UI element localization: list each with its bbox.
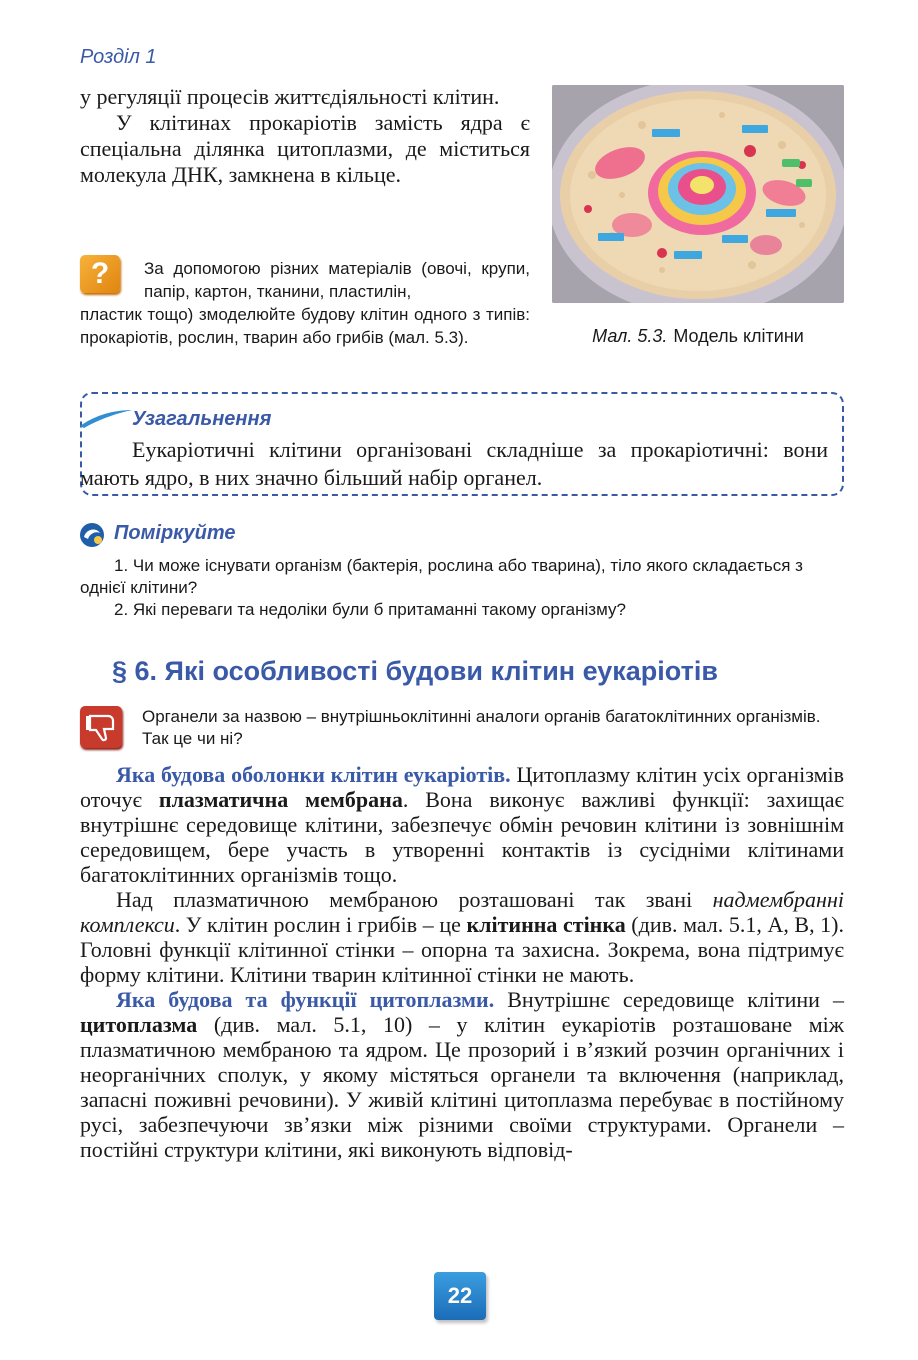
text-span: Цитоплазму клітин усіх організмів оточує <box>80 762 844 812</box>
text-span: Над плазматичною мембраною розташовані так звані <box>116 887 713 912</box>
think-questions <box>80 555 844 621</box>
task-rest: пластик тощо) змоделюйте будову клітин одного з типів: прокаріотів, рослин, тварин або грибів (мал. 5.3). <box>80 305 530 347</box>
intro-paragraph: у регуляції процесів життєдіяльності клітин. <box>80 84 500 109</box>
figure-caption-text: Модель клітини <box>673 326 804 346</box>
term-italic: надмембранні комплекси <box>80 887 844 937</box>
term: плазматична мембрана <box>158 787 403 812</box>
page-number <box>434 1272 486 1320</box>
task-text <box>80 257 530 349</box>
swoosh-icon <box>78 406 134 428</box>
brain-icon <box>78 521 106 549</box>
figure-caption <box>552 326 844 347</box>
intro-paragraph: У клітинах прокаріотів замість ядра є спеціальна ділянка цитоплазми, де міститься молекула ДНК, замкнена в кільце. <box>80 110 530 187</box>
summary-text <box>80 436 828 492</box>
text-span: Внутрішнє середовище клітини – <box>494 987 844 1012</box>
myth-text: Органели за назвою – внутрішньоклітинні аналоги органів багатоклітинних організмів. Так це чи ні? <box>142 707 821 748</box>
text-span: . У клітин рослин і грибів – це <box>174 912 467 937</box>
think-question: 2. Які переваги та недоліки були б притаманні такому організму? <box>114 600 626 619</box>
term: клітинна стінка <box>466 912 626 937</box>
figure-number: Мал. 5.3. <box>592 326 668 346</box>
page-number-text: 22 <box>447 1283 473 1308</box>
body-text <box>80 762 844 1162</box>
thumbs-down-icon <box>80 706 122 748</box>
section-title: § 6. Які особливості будови клітин еукаріотів <box>112 656 718 686</box>
think-question: 1. Чи може існувати організм (бактерія, рослина або тварина), тіло якого складається з однієї клітини? <box>80 556 803 597</box>
cell-model-photo <box>552 85 844 303</box>
question-heading: Яка будова та функції цитоплазми. <box>116 987 495 1012</box>
text-span: . Вона виконує важливі функції: захищає внутрішнє середовище клітини, забезпечує обмін речовин клітини із зовнішнім середовищем, бере участь в утворенні контактів із сусідніми клітинами багатоклітинних організмів тощо. <box>80 787 844 887</box>
chapter-label: Розділ 1 <box>80 46 157 68</box>
think-title: Поміркуйте <box>114 522 236 544</box>
term: цитоплазма <box>80 1012 198 1037</box>
text-span: (див. мал. 5.1, 10) – у клітин еукаріотів розташоване між плазматичною мембраною та ядром. Це прозорий і в’язкий розчин органічних і неорганічних сполук, у якому містяться органели та включення (наприклад, запасні поживні речовини). У живій клітині цитоплазма перебуває в постійному русі, забезпечуючи зв’язки між різними своїми структурами. Органели – постійні структури клітини, які виконують відповід- <box>80 1012 844 1162</box>
task-first-line: За допомогою різних матеріалів (овочі, крупи, папір, картон, тканини, пластилін, <box>144 259 530 301</box>
body-paragraph <box>80 987 844 1162</box>
text-span: (див. мал. 5.1, А, В, 1). Головні функції клітинної стінки – опорна та захисна. Зокрема, вона підтримує форму клітини. Клітини тварин клітинної стінки не мають. <box>80 912 845 987</box>
question-heading: Яка будова оболонки клітин еукаріотів. <box>116 762 511 787</box>
body-paragraph <box>80 887 844 987</box>
summary-title: Узагальнення <box>132 408 272 430</box>
intro-text <box>80 84 530 188</box>
summary-paragraph: Еукаріотичні клітини організовані складніше за прокаріотичні: вони мають ядро, в них значно більший набір органел. <box>80 437 828 490</box>
question-icon: ? <box>80 255 120 293</box>
body-paragraph <box>80 762 844 887</box>
